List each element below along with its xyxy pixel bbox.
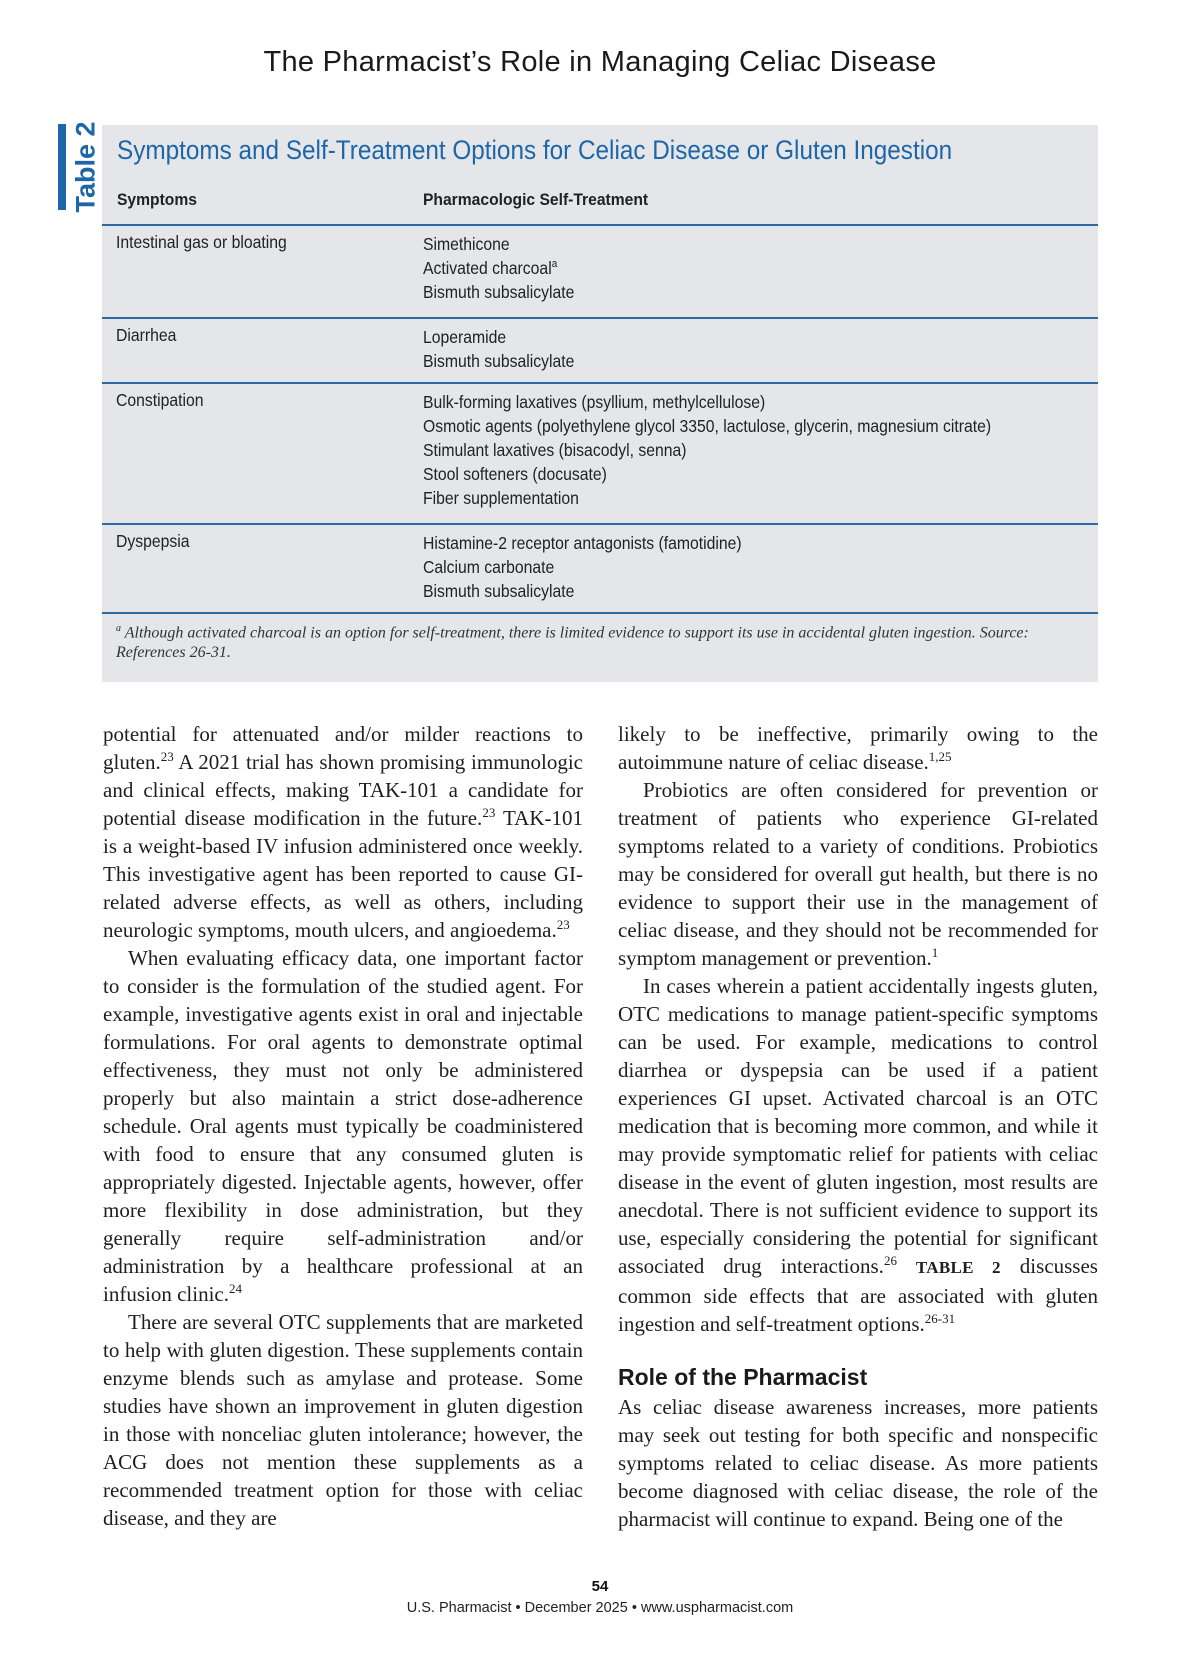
table-rule: [102, 317, 1098, 319]
treatment-item: Histamine-2 receptor antagonists (famotidine): [423, 533, 742, 553]
table-2: [102, 125, 1098, 682]
body-column-left: [103, 720, 583, 1532]
table-row-symptom: Diarrhea: [116, 325, 177, 345]
treatment-item: Bismuth subsalicylate: [423, 282, 575, 302]
treatment-item: Bismuth subsalicylate: [423, 351, 575, 371]
table-row-treatments: [423, 531, 777, 603]
paragraph: When evaluating efficacy data, one important factor to consider is the formulation of the studied agent. For example, investigative agents exist in oral and injectable formulations. For oral agents to demonstrate optimal effectiveness, they must not only be administered properly but also maintain a strict dose-adherence schedule. Oral agents must typically be coadministered with food to ensure that any consumed gluten is appropriately digested. Injectable agents, however, offer more flexibility in dose administration, but they generally require self-administration and/or administration by a healthcare professional at an infusion clinic.$^{24}$: [103, 946, 583, 1306]
paragraph: Probiotics are often considered for prevention or treatment of patients who experience GI-related symptoms related to a variety of conditions. Probiotics may be considered for overall gut health, but there is no evidence to support their use in the management of celiac disease, and they should not be recommended for symptom management or prevention.$^1$: [618, 778, 1098, 970]
page-number: 54: [591, 1578, 609, 1595]
table-row-treatments: [423, 390, 1054, 510]
section-heading: Role of the Pharmacist: [618, 1364, 868, 1390]
treatment-item: Stool softeners (docusate): [423, 464, 607, 484]
treatment-item: Bismuth subsalicylate: [423, 581, 575, 601]
paragraph: There are several OTC supplements that are marketed to help with gluten digestion. These supplements contain enzyme blends such as amylase and protease. Some studies have shown an improvement in gluten digestion in those with nonceliac gluten intolerance; however, the ACG does not mention these supplements as a recommended treatment option for those with celiac disease, and they are: [103, 1310, 583, 1530]
paragraph: As celiac disease awareness increases, more patients may seek out testing for both specific and nonspecific symptoms related to celiac disease. As more patients become diagnosed with celiac disease, the role of the pharmacist will continue to expand. Being one of the: [618, 1395, 1098, 1531]
table-tab-bar: [58, 124, 66, 210]
table-row-treatments: [423, 325, 591, 373]
table-rule: [102, 523, 1098, 525]
treatment-item: Activated charcoal$^a$: [423, 258, 558, 278]
table-rule: [102, 382, 1098, 384]
table-reference: TABLE 2: [915, 1258, 1001, 1277]
page-footer: U.S. Pharmacist • December 2025 • www.uspharmacist.com: [406, 1600, 794, 1616]
treatment-item: Fiber supplementation: [423, 488, 579, 508]
treatment-item: Calcium carbonate: [423, 557, 555, 577]
table-rule: [102, 612, 1098, 614]
table-row-symptom: Dyspepsia: [116, 531, 190, 551]
treatment-item: Loperamide: [423, 327, 507, 347]
table-title: Symptoms and Self-Treatment Options for Celiac Disease or Gluten Ingestion: [117, 135, 953, 165]
treatment-item: Stimulant laxatives (bisacodyl, senna): [423, 440, 687, 460]
treatment-item: Bulk-forming laxatives (psyllium, methylcellulose): [423, 392, 766, 412]
table-rule: [102, 224, 1098, 226]
table-row-symptom: Intestinal gas or bloating: [116, 232, 287, 252]
table-row-treatments: [423, 232, 591, 304]
paragraph: potential for attenuated and/or milder reactions to gluten.$^{23}$ A 2021 trial has shown promising immunologic and clinical effects, making TAK-101 a candidate for potential disease modification in the future.$^{23}$ TAK-101 is a weight-based IV infusion administered once weekly. This investigative agent has been reported to cause GI-related adverse effects, as well as others, including neurologic symptoms, mouth ulcers, and angioedema.$^{23}$: [103, 722, 584, 942]
paragraph: likely to be ineffective, primarily owing to the autoimmune nature of celiac disease.$^{1,25}$: [618, 722, 1098, 774]
column-header-symptoms: Symptoms: [117, 190, 197, 209]
table-footnote: $^a$ Although activated charcoal is an option for self-treatment, there is limited evidence to support its use in accidental gluten ingestion. Source: References 26-31.: [116, 623, 1029, 662]
body-column-right: [618, 720, 1098, 1533]
table-tab-label: Table 2: [70, 121, 101, 213]
treatment-item: Osmotic agents (polyethylene glycol 3350, lactulose, glycerin, magnesium citrate): [423, 416, 992, 436]
footnote-marker: a: [551, 258, 558, 271]
running-head: The Pharmacist’s Role in Managing Celiac Disease: [263, 46, 937, 78]
treatment-item: Simethicone: [423, 234, 510, 254]
table-row-symptom: Constipation: [116, 390, 204, 410]
paragraph: In cases wherein a patient accidentally ingests gluten, OTC medications to manage patient-specific symptoms can be used. For example, medications to control diarrhea or dyspepsia can be used if a patient experiences GI upset. Activated charcoal is an OTC medication that is becoming more common, and while it may provide symptomatic relief for patients with celiac disease in the event of gluten ingestion, most results are anecdotal. There is not sufficient evidence to support its use, especially considering the potential for significant associated drug interactions.$^{26}$ TABLE 2 discusses common side effects that are associated with gluten ingestion and self-treatment options.$^{26-31}$: [618, 974, 1098, 1336]
column-header-treatment: Pharmacologic Self-Treatment: [423, 190, 649, 209]
